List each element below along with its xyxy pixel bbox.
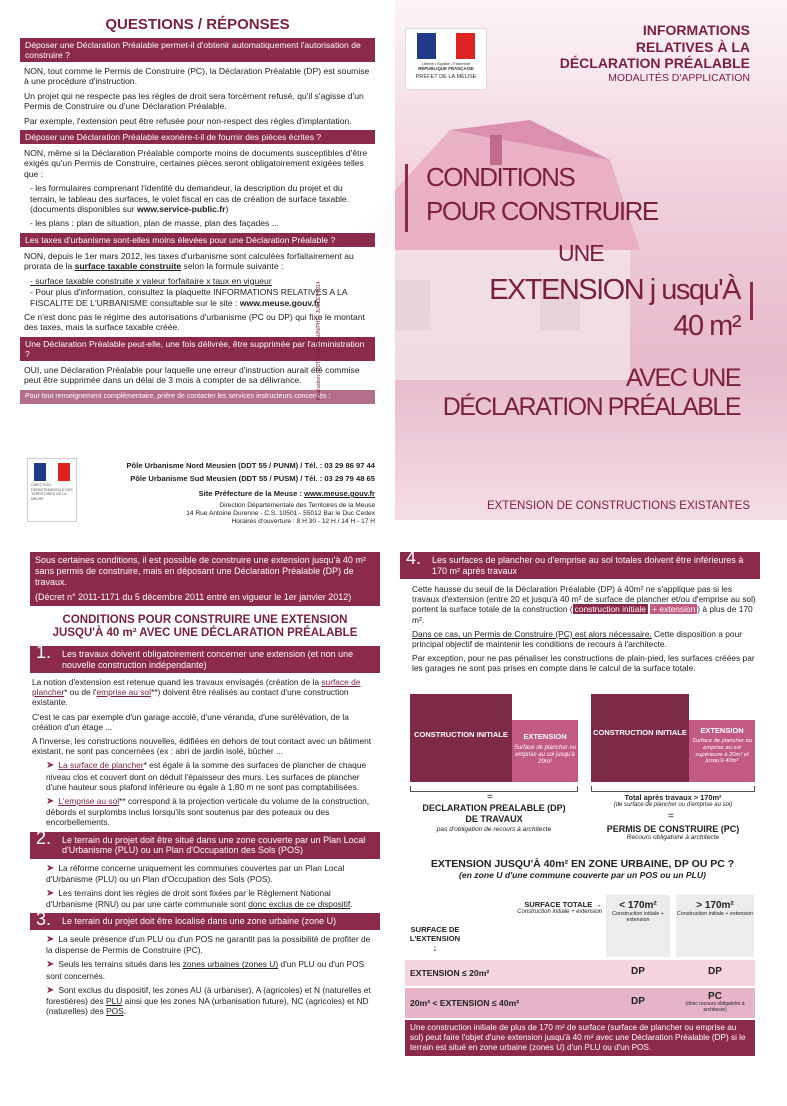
answer-2-b1 <box>24 183 371 214</box>
contact-addr3: Horaires d'ouverture : 8 H 30 - 12 H / 14 H - 17 H <box>231 518 375 525</box>
answer-3-p1-end: selon la formule suivante : <box>181 261 284 272</box>
inner-left <box>30 552 380 1020</box>
logo-republique: RÉPUBLIQUE FRANÇAISE <box>418 66 474 71</box>
meuse-gouv-link[interactable]: www.meuse.gouv.fr <box>239 297 321 308</box>
arrow-icon: ➤ <box>46 862 55 874</box>
answer-2 <box>20 144 375 229</box>
diagram-right-result <box>589 824 757 841</box>
table-col1-label: < 170m² <box>619 900 657 911</box>
contact-addr2: 14 Rue Antoine Durenne - C.S. 10501 - 55012 Bar le Duc Cedex <box>186 510 375 517</box>
s1-note1-text: * est égale à la somme des surfaces de plancher de chaque niveau clos et couvert dont on déduit l'épaisseur des murs. Les surfaces de plancher d'une hauteur sous plafond inférieure ou égale à 1,80 m ne sont pas comptabilisées. <box>46 760 367 792</box>
side-credit: Réalisation : DDT 55 SH/H AUN/PHT - JUILLET 2014 <box>316 281 322 400</box>
section-4-title: Les surfaces de plancher ou d'emprise au sol totales doivent être inférieures à 170 m² après travaux <box>432 555 744 576</box>
section-2-number: 2. <box>36 827 52 848</box>
arrow-icon: ➤ <box>46 796 55 808</box>
arrow-icon: ➤ <box>46 760 55 772</box>
table-col2-label: > 170m² <box>696 900 734 911</box>
s3-b2-a: Seuls les terrains situés dans les <box>58 959 183 970</box>
table-surface-totale <box>478 900 602 915</box>
s2-b2 <box>46 888 378 909</box>
s4-p1-b: ) à plus de 170 m². <box>412 604 753 625</box>
s4-p2-b: Cette disposition a pour principal objectif de maintenir les conditions de recours à l'architecte. <box>412 628 743 650</box>
arrow-icon: ➤ <box>46 959 55 971</box>
arrow-icon: ➤ <box>46 984 55 996</box>
diagram-right-initial-label: CONSTRUCTION INITIALE <box>593 728 687 737</box>
contact-site-label: Site Préfecture de la Meuse : <box>198 489 305 498</box>
section-2-header <box>30 827 380 859</box>
cover-avec <box>440 364 740 422</box>
s3-b3 <box>46 985 378 1017</box>
info-line1: INFORMATIONS <box>642 22 750 38</box>
diagram-left-ext-sub: Surface de plancher ou emprise au sol jusqu'à 20m² <box>513 745 577 765</box>
s1-surface-plancher: surface de plancher <box>32 677 361 698</box>
cover-ext-line1: EXTENSION j usqu'À <box>489 274 740 306</box>
answer-4-p1: OUI, une Déclaration Préalable pour laquelle une erreur d'instruction aurait été commise peut être supprimée dans un délai de 3 mois à compter de sa délivrance. <box>24 364 360 386</box>
s4-highlight-initial: construction initiale <box>574 604 646 615</box>
section-2-title: Le terrain du projet doit être situé dans une zone couverte par un Plan Local d'Urbanisme (PLU) ou un Plan d'Occupation des Sols (POS) <box>62 834 366 856</box>
cover-ext-line2: 40 m² <box>673 310 740 342</box>
table-col1-sub: Construction initiale + extension <box>612 911 664 923</box>
decree-text: (Décret n° 2011-1171 du 5 décembre 2011 entré en vigueur le 1er janvier 2012) <box>35 592 352 602</box>
section-1-title: Les travaux doivent obligatoirement concerner une extension (et non une nouvelle construction indépendante) <box>62 649 354 670</box>
s3-b3-a: Sont exclus du dispositif, les zones AU (à urbaniser), A (agricoles) et N (naturelles et forestières) des <box>46 984 371 1006</box>
answer-3-p1-text: NON, depuis le 1er mars 2012, les taxes d'urbanisme sont calculées forfaitairement au prorata de la <box>24 250 354 272</box>
logo-prefet: PRÉFET DE LA MEUSE <box>415 74 477 80</box>
table-row2-c2-sub: (donc recours obligatoire à architecte) <box>685 1001 745 1013</box>
diagram-left-initial <box>410 694 512 782</box>
diagram-left-result <box>408 803 580 833</box>
contact-info <box>85 459 375 526</box>
cover-bar-right <box>750 282 753 320</box>
table-row2-c2-value: PC <box>708 991 722 1002</box>
s4-p2 <box>412 629 758 649</box>
cover-avec-line2: DÉCLARATION PRÉALABLE <box>442 393 740 421</box>
contact-sud: Pôle Urbanisme Sud Meusien (DDT 55 / PUSM) / Tél. : 03 29 79 48 65 <box>130 474 375 483</box>
s3-b3-b: ainsi que les zones NA (urbanisation future), NC (agricoles) et ND (naturelles) des <box>46 995 369 1017</box>
diagram-right-ext-sub: Surface de plancher ou emprise au sol supérieure à 20m² et jusqu'à 40m² <box>692 738 752 765</box>
s1-p2: C'est le cas par exemple d'un garage accolé, d'une véranda, d'une surélévation, de la création d'un étage ... <box>32 711 349 732</box>
logo-motto: Liberté • Égalité • Fraternité <box>421 61 471 66</box>
down-arrow-icon: ↓ <box>432 943 438 953</box>
diagram-left-initial-label: CONSTRUCTION INITIALE <box>414 730 508 739</box>
s4-p2-a: Dans ce cas, un Permis de Construire (PC) est alors nécessaire. <box>412 628 652 639</box>
s3-b3-pos: POS <box>106 1006 124 1017</box>
s4-p1 <box>412 584 758 625</box>
s2-b2-exclus: donc exclus de ce dispositif <box>248 899 351 910</box>
info-heading <box>500 22 750 85</box>
info-subtitle: MODALITÉS D'APPLICATION <box>608 71 750 84</box>
section-4-number: 4. <box>406 548 422 568</box>
table-surface-totale-sub: Construction initiale + extension <box>517 909 602 915</box>
s1-note1-term: La surface de plancher <box>58 760 144 771</box>
table-surface-totale-label: SURFACE TOTALE → <box>524 900 602 909</box>
answer-3-b2-text: - Pour plus d'information, consultez la plaquette INFORMATIONS RELATIVES A LA FISCALITE DE L'URBANISME consultable sur le site : <box>30 287 348 308</box>
answer-1 <box>20 62 375 126</box>
contact-bar: Pour tout renseignement complémentaire, prière de contacter les services instructeurs concernés : <box>20 390 375 404</box>
table-row2-c2 <box>676 991 754 1013</box>
answer-1-p2: Un projet qui ne respecte pas les règles de droit sera forcément refusé, qu'il s'agisse d'un Permis de Construire ou d'une Déclaration Préalable. <box>24 90 364 112</box>
cover-une: UNE <box>558 240 604 266</box>
table-title <box>405 858 760 880</box>
section-3-title: Le terrain du projet doit être localisé dans une zone urbaine (zone U) <box>62 916 337 927</box>
contact-site <box>85 487 375 500</box>
table-title-text: EXTENSION JUSQU'À 40m² EN ZONE URBAINE, DP OU PC ? <box>430 858 735 870</box>
question-1: Déposer une Déclaration Préalable permet-il d'obtenir automatiquement l'autorisation de construire ? <box>20 38 375 62</box>
cover-extension <box>440 272 740 344</box>
diagram-left-brace <box>410 786 578 792</box>
contact-nord: Pôle Urbanisme Nord Meusien (DDT 55 / PUNM) / Tél. : 03 29 86 97 44 <box>126 461 375 470</box>
s3-b3-c: . <box>123 1006 127 1017</box>
table-col2-head <box>676 900 754 917</box>
section-3-number: 3. <box>36 909 52 930</box>
diagram-left-equals: = <box>487 792 493 803</box>
question-2: Déposer une Déclaration Préalable exonère-t-il de fournir des pièces écrites ? <box>20 130 375 144</box>
conditions-heading <box>30 614 380 640</box>
answer-1-p3: Par exemple, l'extension peut être refusée pour non-respect des règles d'implantation. <box>24 115 352 126</box>
diagram-right-brace <box>591 786 755 792</box>
intro-box <box>30 552 380 606</box>
diagram-right-initial <box>591 694 689 782</box>
table-footer: Une construction initiale de plus de 170 m² de surface (surface de plancher ou emprise au sol) peut faire l'objet d'une extension jusqu'à 40 m² avec une Déclaration Préalable (DP) si le terrain est situé en zone urbaine (zones U) d'un PLU ou d'un POS. <box>405 1020 755 1056</box>
s1-p1 <box>32 677 378 708</box>
diagram-right-equals: = <box>668 811 674 822</box>
arrow-icon: ➤ <box>46 933 55 945</box>
answer-2-b1-end: ) <box>225 204 229 215</box>
diagram-right-result-label: PERMIS DE CONSTRUIRE (PC) <box>606 824 740 834</box>
prefecture-site-link[interactable]: www.meuse.gouv.fr <box>304 489 375 498</box>
conditions-heading-l1: CONDITIONS POUR CONSTRUIRE UNE EXTENSION <box>62 614 348 626</box>
question-3: Les taxes d'urbanisme sont-elles moins élevées pour une Déclaration Préalable ? <box>20 233 375 247</box>
diagram-right-total <box>591 793 755 808</box>
diagram-left-result-sub: pas d'obligation de recours à architecte <box>436 826 552 833</box>
section-2-body <box>30 859 380 910</box>
diagram-right-total-sub: (de surface de plancher ou d'emprise au sol) <box>613 802 733 808</box>
info-line3: DÉCLARATION PRÉALABLE <box>559 55 750 71</box>
ddt-logo-text: DIRECTION DÉPARTEMENTALE DES TERRITOIRES DE LA MEUSE <box>31 483 73 501</box>
s4-p3: Par exception, pour ne pas pénaliser les constructions de plain-pied, les surfaces créées par les garages ne sont pas prises en compte dans le calcul de la surface totale. <box>412 653 755 674</box>
s1-emprise-sol: emprise au sol <box>96 687 151 698</box>
s1-p1-b: * ou de l' <box>64 687 97 698</box>
section-1-header <box>30 642 380 673</box>
diagram-right-extension <box>689 720 755 782</box>
marianne-logo <box>405 28 487 90</box>
surface-taxable-link: surface taxable construite <box>74 261 182 272</box>
qa-title: QUESTIONS / RÉPONSES <box>105 16 290 33</box>
question-4: Une Déclaration Préalable peut-elle, une fois délivrée, être supprimée par l'administration ? <box>20 337 375 361</box>
table-row2-label: 20m² < EXTENSION ≤ 40m² <box>410 998 520 1008</box>
s2-b2-end: . <box>350 899 353 910</box>
section-1-number: 1. <box>36 642 52 662</box>
section-4-body <box>400 579 760 674</box>
answer-1-p1: NON, tout comme le Permis de Construire (PC), la Déclaration Préalable (DP) est soumise à une procédure d'instruction. <box>24 66 370 87</box>
conditions-heading-l2: JUSQU'À 40 m² AVEC UNE DÉCLARATION PRÉALABLE <box>52 627 358 639</box>
table-row1-c1: DP <box>631 966 645 977</box>
s1-p1-c: **) doivent être réalisés au contact d'une construction existante. <box>32 687 349 708</box>
cover-cond-line2: POUR CONSTRUIRE <box>426 196 658 226</box>
table-row1-label: EXTENSION ≤ 20m² <box>410 968 490 978</box>
contact-addr1: Direction Départementale des Territoires de la Meuse <box>219 502 375 509</box>
s3-b1-text: La seule présence d'un PLU ou d'un POS ne garantit pas la possibilité de profiter de la dispense de Permis de Construire (PC). <box>46 933 371 956</box>
s1-note2-text: ** correspond à la projection verticale du volume de la construction, débords et surplombs inclus lorsqu'ils sont soutenus par des poteaux ou des encorbellements. <box>46 796 370 828</box>
answer-2-p1: NON, même si la Déclaration Préalable comporte moins de documents susceptibles d'être exigés qu'un Permis de Construire, certaines pièces seront obligatoirement exigées telles que : <box>24 148 368 179</box>
diagram-right-total-label: Total après travaux > 170m² <box>624 793 722 802</box>
ddt-logo <box>27 458 77 522</box>
s1-note-2 <box>32 796 378 828</box>
diagram-right-result-sub: Recours obligatoire à architecte <box>626 834 720 841</box>
section-4-header <box>400 548 760 579</box>
table-subtitle: (en zone U d'une commune couverte par un POS ou un PLU) <box>459 870 706 880</box>
s2-b1 <box>46 863 378 884</box>
diagram-left-result-l1: DECLARATION PREALABLE (DP) <box>422 803 566 813</box>
s3-b2 <box>46 959 378 980</box>
diagram-left-result-l2: DE TRAVAUX <box>465 814 523 824</box>
table-surface-ext <box>405 925 465 953</box>
table-col2-sub: Construction initiale + extension <box>676 911 754 917</box>
cover-cond-line1: CONDITIONS <box>426 162 575 192</box>
s3-b3-plu: PLU <box>106 995 123 1006</box>
table-surface-ext-label: SURFACE DE L'EXTENSION <box>409 925 461 943</box>
s1-p1-a: La notion d'extension est retenue quand les travaux envisagés (création de la <box>32 677 322 687</box>
arrow-icon: ➤ <box>46 888 55 900</box>
table-row1-c2: DP <box>708 966 722 977</box>
s3-b2-b: d'un PLU ou d'un POS sont concernés. <box>46 959 365 981</box>
s1-p3: A l'inverse, les constructions nouvelles, édifiées en dehors de tout contact avec un bâtiment existant, ne sont pas concernées (ex : abri de jardin isolé, bûcher ... <box>32 736 372 757</box>
cover-footer: EXTENSION DE CONSTRUCTIONS EXISTANTES <box>486 500 750 512</box>
cover-bar-left <box>405 164 408 232</box>
s1-note2-term: L'emprise au sol <box>58 796 120 807</box>
s2-b1-text: La réforme concerne uniquement les communes couvertes par un Plan Local d'Urbanisme (PLU) ou un Plan d'Occupation des Sols (POS). <box>46 862 345 884</box>
s4-p1-a: Cette hausse du seuil de la Déclaration Préalable (DP) à 40m² ne s'applique pas si les travaux d'extension (entre 20 et jusqu'à 40 m² de surface de plancher et/ou d'emprise au sol) portent la surface totale de la construction ( <box>412 584 756 615</box>
section-3-header <box>30 909 380 930</box>
s3-b2-zones: zones urbaines (zones U) <box>182 959 279 970</box>
table-row2-c1: DP <box>631 996 645 1007</box>
answer-3-p1 <box>24 251 371 272</box>
s4-highlight-extension: + extension <box>652 604 696 615</box>
section-3-body <box>30 930 380 1016</box>
inner-right <box>400 548 760 678</box>
intro-text: Sous certaines conditions, il est possible de construire une extension jusqu'à 40 m² sans permis de construire, mais en déposant une Déclaration Préalable (DP) de travaux. <box>35 555 366 587</box>
cover-avec-line1: AVEC UNE <box>626 364 740 392</box>
answer-2-b1-text: - les formulaires comprenant l'identité du demandeur, la description du projet et du terrain, le tableau des surfaces, le volet fiscal en cas de création de surface taxable. (documents disponibles sur <box>30 183 350 215</box>
diagram-right-ext-label: EXTENSION <box>700 726 744 735</box>
table-col1-head <box>606 900 670 923</box>
s1-note-1 <box>32 760 378 792</box>
s3-b1 <box>46 934 378 955</box>
service-public-link[interactable]: www.service-public.fr <box>137 204 226 215</box>
diagram-left-extension <box>512 720 578 782</box>
info-line2: RELATIVES À LA <box>635 38 750 55</box>
section-1-body <box>30 673 380 828</box>
s2-b2-text: Les terrains dont les règles de droit sont fixées par le Règlement National d'Urbanisme (RNU) ou par une carte communale sont <box>46 888 331 910</box>
cover-conditions <box>426 160 658 228</box>
diagram-left-ext-label: EXTENSION <box>523 732 567 741</box>
answer-3-p2: Ce n'est donc pas le régime des autorisations d'urbanisme (PC ou DP) qui fixe le montant des taxes, mais la surface taxable créée. <box>24 311 365 333</box>
answer-2-b2: - les plans : plan de situation, plan de masse, plan des façades ... <box>30 218 279 229</box>
answer-3-formula: - surface taxable construite x valeur forfaitaire x taux en vigueur <box>30 275 272 286</box>
